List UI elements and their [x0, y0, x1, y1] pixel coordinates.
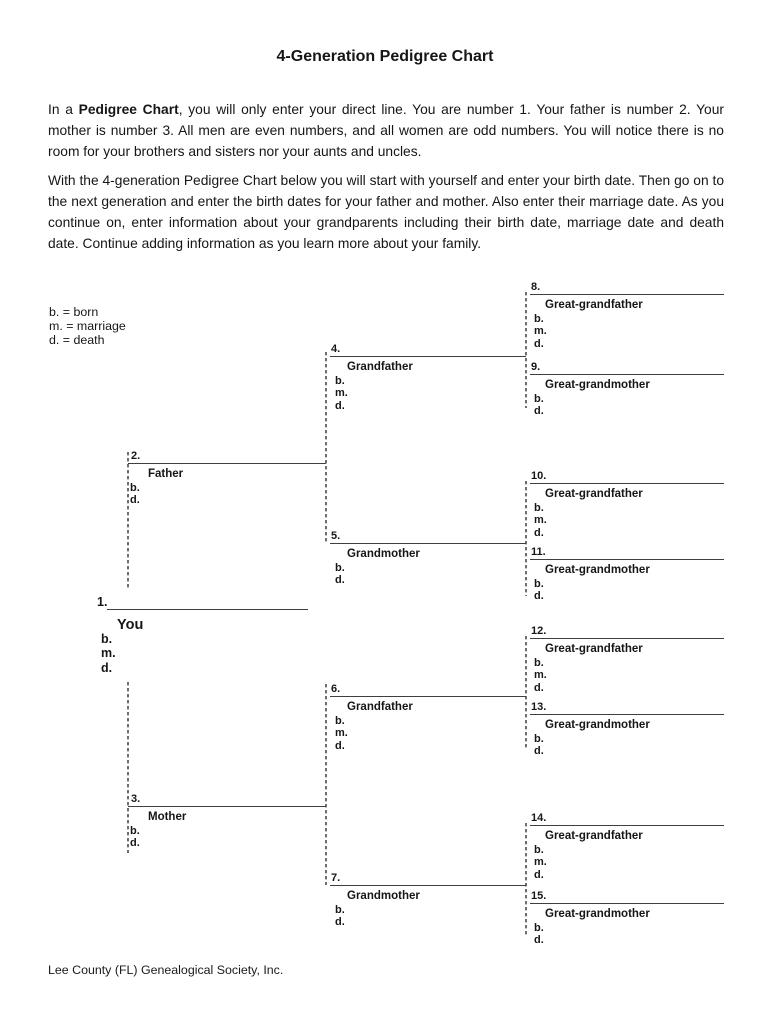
- field-born: b.: [130, 482, 140, 494]
- field-death: d.: [335, 574, 345, 587]
- entry-number: 15.: [531, 890, 547, 902]
- entry-name: Grandmother: [347, 548, 420, 560]
- field-death: d.: [534, 681, 544, 694]
- field-marriage: m.: [534, 514, 547, 527]
- field-marriage: m.: [534, 325, 547, 338]
- intro-p1-pre: In a: [48, 101, 79, 117]
- footer-text: Lee County (FL) Genealogical Society, Inc.: [48, 963, 284, 977]
- intro-paragraph-2: With the 4-generation Pedigree Chart below you will start with yourself and enter your birth date. Then go on to the next generation and enter the birth dates for your father and mother. Also enter their marriage date. As you continue on, enter information about your grandparents including their birth date, marriage date and death date. Continue adding information as you learn more about your family.: [48, 172, 724, 251]
- entry-name-line: [530, 294, 724, 295]
- field-death: d.: [534, 934, 544, 947]
- field-marriage: m.: [534, 856, 547, 869]
- entry-fields: [335, 562, 345, 587]
- entry-number: 1.: [97, 595, 108, 609]
- field-death: d.: [534, 526, 544, 539]
- entry-number: 13.: [531, 701, 547, 713]
- field-born: b.: [335, 715, 345, 727]
- entry-name-line: [530, 483, 724, 484]
- entry-number: 8.: [531, 281, 541, 293]
- entry-fields: [534, 657, 547, 694]
- field-marriage: m.: [534, 669, 547, 682]
- entry-fields: [130, 825, 140, 850]
- entry-number: 6.: [331, 683, 341, 695]
- entry-fields: [335, 375, 348, 412]
- field-born: b.: [335, 375, 345, 387]
- field-death: d.: [101, 660, 113, 675]
- entry-fields: [534, 578, 544, 603]
- entry-number: 3.: [131, 793, 141, 805]
- field-death: d.: [130, 494, 140, 507]
- entry-name: Great-grandfather: [545, 643, 643, 655]
- legend-item-born: b. = born: [49, 305, 99, 319]
- field-death: d.: [335, 739, 345, 752]
- entry-name: Grandfather: [347, 361, 413, 373]
- entry-fields: [335, 904, 345, 929]
- field-born: b.: [534, 313, 544, 325]
- field-death: d.: [534, 405, 544, 418]
- entry-number: 9.: [531, 361, 541, 373]
- entry-name: Father: [148, 468, 184, 480]
- entry-name-line: [530, 374, 724, 375]
- entry-name: Great-grandfather: [545, 299, 643, 311]
- entry-name: Great-grandmother: [545, 908, 650, 920]
- field-born: b.: [335, 562, 345, 574]
- field-born: b.: [534, 578, 544, 590]
- field-marriage: m.: [335, 727, 348, 740]
- field-born: b.: [534, 657, 544, 669]
- entry-name: Great-grandmother: [545, 564, 650, 576]
- entry-name-line: [530, 903, 724, 904]
- entry-name-line: [530, 825, 724, 826]
- field-born: b.: [335, 904, 345, 916]
- entry-number: 7.: [331, 872, 341, 884]
- entry-number: 14.: [531, 812, 547, 824]
- field-born: b.: [534, 922, 544, 934]
- entry-name: You: [117, 617, 144, 633]
- entry-fields: [534, 502, 547, 539]
- entry-fields: [101, 632, 116, 675]
- intro-p1-post: , you will only enter your direct line. You are number 1. Your father is number 2. Your mother is number 3. All men are even numbers, and all women are odd numbers. You will notice there is no room for your brothers and sisters nor your aunts and uncles.: [48, 101, 724, 159]
- legend-item-death: d. = death: [49, 333, 105, 348]
- entry-fields: [534, 922, 544, 947]
- entry-number: 11.: [531, 546, 546, 558]
- field-death: d.: [534, 868, 544, 881]
- field-born: b.: [130, 825, 140, 837]
- entry-name-line: [128, 806, 326, 807]
- field-born: b.: [101, 632, 113, 646]
- entry-name: Great-grandfather: [545, 830, 643, 842]
- entry-name: Great-grandmother: [545, 719, 650, 731]
- field-death: d.: [335, 399, 345, 412]
- field-born: b.: [534, 502, 544, 514]
- entry-number: 2.: [131, 450, 141, 462]
- field-death: d.: [130, 837, 140, 850]
- field-born: b.: [534, 844, 544, 856]
- entry-name: Great-grandfather: [545, 488, 643, 500]
- entry-number: 4.: [331, 343, 341, 355]
- field-death: d.: [534, 590, 544, 603]
- entry-fields: [534, 844, 547, 881]
- field-death: d.: [335, 916, 345, 929]
- page-title: 4-Generation Pedigree Chart: [276, 48, 494, 65]
- field-death: d.: [534, 337, 544, 350]
- entry-name: Great-grandmother: [545, 379, 650, 391]
- entry-name-line: [530, 559, 724, 560]
- legend-item-marriage: m. = marriage: [49, 319, 126, 334]
- field-death: d.: [534, 745, 544, 758]
- intro-paragraph-1: [48, 100, 724, 163]
- entry-number: 10.: [531, 470, 547, 482]
- entry-fields: [534, 313, 547, 350]
- entry-name: Grandfather: [347, 701, 413, 713]
- entry-name-line: [330, 543, 526, 544]
- entry-name-line: [530, 638, 724, 639]
- entry-name: Grandmother: [347, 890, 420, 902]
- legend: [49, 305, 126, 348]
- field-born: b.: [534, 393, 544, 405]
- entry-name-line: [330, 696, 526, 697]
- entry-fields: [130, 482, 140, 507]
- entry-name-line: [128, 463, 326, 464]
- field-born: b.: [534, 733, 544, 745]
- entry-fields: [534, 393, 544, 418]
- pedigree-chart-term: Pedigree Chart: [78, 101, 179, 117]
- entry-name-line: [330, 885, 526, 886]
- entry-name-line: [530, 714, 724, 715]
- field-marriage: m.: [101, 646, 116, 661]
- entry-fields: [335, 715, 348, 752]
- entry-fields: [534, 733, 544, 758]
- entry-name: Mother: [148, 811, 187, 823]
- entry-number: 12.: [531, 625, 547, 637]
- entry-number: 5.: [331, 530, 341, 542]
- entry-name-line: [107, 609, 308, 610]
- field-marriage: m.: [335, 387, 348, 400]
- entry-name-line: [330, 356, 526, 357]
